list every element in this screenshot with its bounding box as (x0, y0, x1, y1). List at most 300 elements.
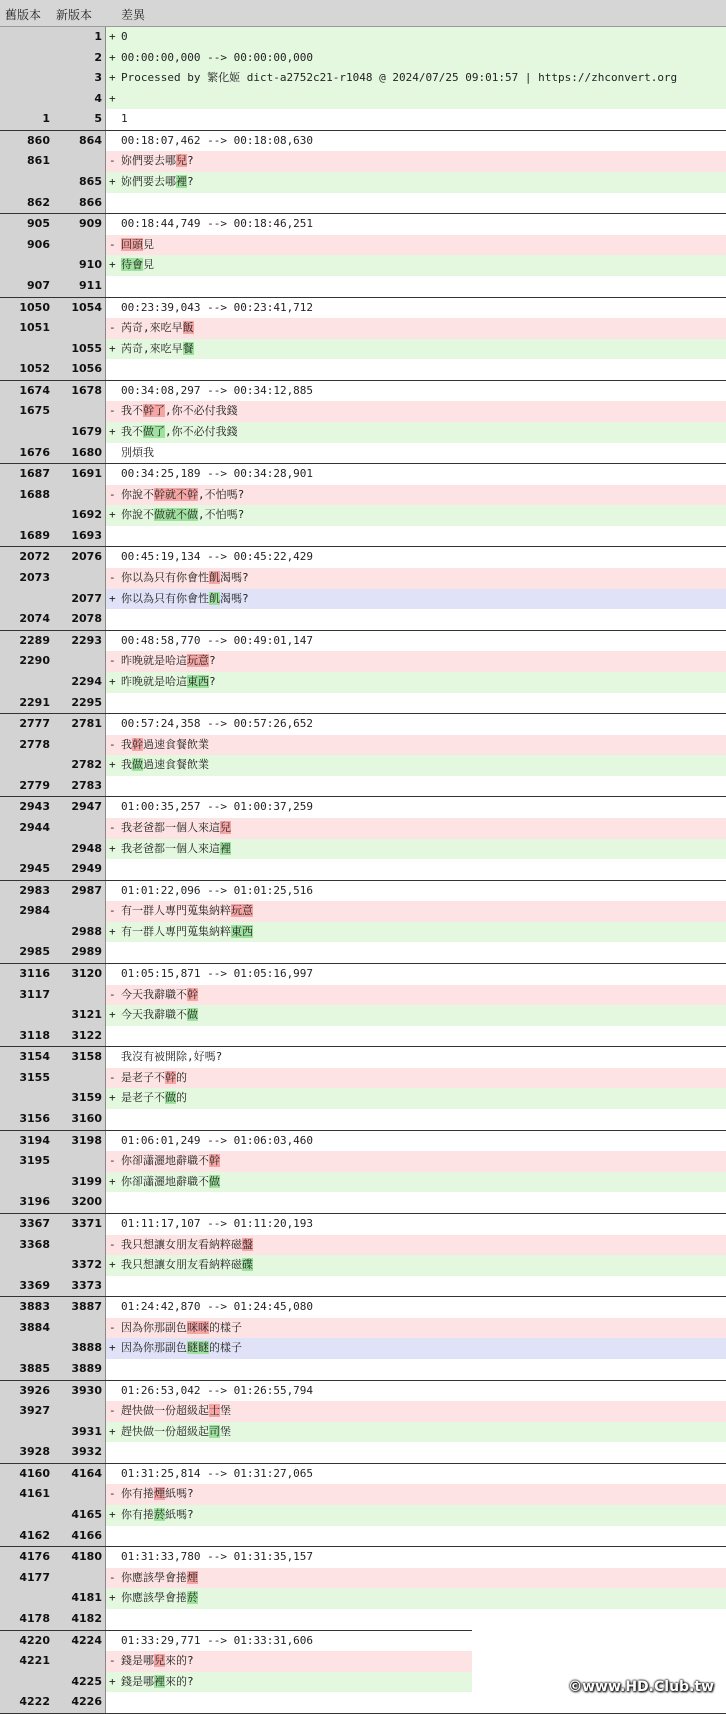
diff-marker: + (109, 71, 116, 85)
new-line-number (53, 1068, 106, 1089)
diff-marker: + (109, 258, 116, 272)
new-line-number: 1055 (53, 339, 106, 360)
line-content (106, 318, 726, 339)
new-line-number: 909 (53, 214, 106, 235)
diff-marker: + (109, 91, 116, 105)
line-content (106, 818, 726, 839)
new-line-number: 2947 (53, 797, 106, 818)
new-line-number: 1 (53, 27, 106, 48)
added-line (0, 1005, 726, 1026)
context-line (0, 1526, 726, 1547)
deleted-line (0, 568, 726, 589)
line-content (106, 464, 726, 485)
changed-text: 東西 (231, 924, 253, 938)
old-line-number: 3883 (0, 1297, 53, 1318)
line-content (106, 1088, 726, 1109)
old-line-number (0, 1172, 53, 1193)
context-line (0, 443, 726, 464)
old-line-number: 4177 (0, 1568, 53, 1589)
changed-text: 做了 (143, 424, 165, 438)
old-line-number: 3154 (0, 1047, 53, 1068)
context-line (0, 1192, 726, 1213)
new-line-number: 3122 (53, 1026, 106, 1047)
diff-marker: + (109, 1341, 116, 1355)
line-content (106, 1484, 726, 1505)
added-line (0, 48, 726, 69)
line-content (106, 1381, 726, 1402)
added-line (0, 755, 726, 776)
context-line (0, 1547, 726, 1568)
line-text: 0 (121, 30, 128, 43)
line-content (106, 422, 726, 443)
changed-text: 瞇瞇 (187, 1341, 209, 1355)
line-content (106, 359, 726, 380)
deleted-line (0, 485, 726, 506)
diff-marker: + (109, 1508, 116, 1522)
line-content (106, 1151, 726, 1172)
added-line (0, 422, 726, 443)
new-line-number: 1056 (53, 359, 106, 380)
new-line-number: 3931 (53, 1422, 106, 1443)
new-line-number: 2781 (53, 714, 106, 735)
new-version-header: 新版本 (56, 8, 93, 22)
context-line (0, 1297, 726, 1318)
new-line-number: 2294 (53, 672, 106, 693)
changed-text: 幹 (187, 987, 198, 1001)
old-line-number: 3926 (0, 1381, 53, 1402)
context-line (0, 109, 726, 130)
old-line-number (0, 1088, 53, 1109)
old-line-number: 3117 (0, 985, 53, 1006)
new-line-number: 3199 (53, 1172, 106, 1193)
diff-marker: + (109, 30, 116, 43)
added-line (0, 1255, 726, 1276)
line-content (106, 1588, 726, 1609)
line-content (106, 1526, 726, 1547)
deleted-line (0, 151, 726, 172)
deleted-line (0, 1484, 726, 1505)
diff-marker: - (109, 1237, 116, 1251)
line-text: ,不怕嗎? (198, 487, 245, 501)
line-content (106, 339, 726, 360)
line-content (106, 1422, 726, 1443)
line-content (106, 1109, 726, 1130)
line-text: 我不 (121, 404, 143, 418)
line-content (106, 255, 726, 276)
new-line-number: 2987 (53, 881, 106, 902)
changed-text: 幹就不幹 (154, 487, 198, 501)
old-line-number (0, 839, 53, 860)
old-line-number: 3928 (0, 1442, 53, 1463)
context-line (0, 193, 726, 214)
context-line (0, 776, 726, 797)
new-line-number (53, 1151, 106, 1172)
diff-hunk (0, 131, 726, 214)
new-line-number: 4180 (53, 1547, 106, 1568)
new-line-number: 2989 (53, 942, 106, 963)
new-line-number: 4225 (53, 1672, 106, 1693)
line-content (106, 109, 726, 130)
diff-marker: + (109, 924, 116, 938)
old-line-number (0, 27, 53, 48)
line-text: 因為你那副色 (121, 1341, 187, 1355)
old-line-number: 3369 (0, 1276, 53, 1297)
old-line-number (0, 68, 53, 89)
line-text: 你有捲 (121, 1487, 154, 1501)
added-line (0, 1588, 726, 1609)
new-line-number (53, 985, 106, 1006)
line-content (106, 1047, 726, 1068)
new-line-number: 2783 (53, 776, 106, 797)
line-content (106, 797, 726, 818)
old-line-number: 3118 (0, 1026, 53, 1047)
line-text: 錢是哪 (121, 1654, 154, 1668)
line-text: 01:05:15,871 --> 01:05:16,997 (121, 967, 314, 981)
line-text: 是老子不 (121, 1070, 165, 1084)
line-text: 芮奇,來吃早 (121, 341, 183, 355)
old-line-number: 2945 (0, 859, 53, 880)
diff-marker: - (109, 1487, 116, 1501)
line-content (106, 89, 726, 110)
line-text: 的 (176, 1070, 187, 1084)
new-line-number: 2076 (53, 547, 106, 568)
new-line-number: 4182 (53, 1609, 106, 1630)
changed-text: 盤 (242, 1237, 253, 1251)
new-line-number: 3887 (53, 1297, 106, 1318)
new-line-number: 910 (53, 255, 106, 276)
line-text: 01:26:53,042 --> 01:26:55,794 (121, 1383, 314, 1397)
diff-marker: - (109, 987, 116, 1001)
diff-hunk (0, 1547, 726, 1630)
line-content (106, 151, 726, 172)
line-content (106, 755, 726, 776)
old-line-number: 3195 (0, 1151, 53, 1172)
context-line (0, 214, 726, 235)
old-line-number (0, 172, 53, 193)
old-line-number (0, 1255, 53, 1276)
new-line-number: 2949 (53, 859, 106, 880)
old-line-number: 1688 (0, 485, 53, 506)
new-line-number: 2782 (53, 755, 106, 776)
changed-text: 回頭 (121, 237, 143, 251)
line-content (106, 776, 726, 797)
new-line-number: 2293 (53, 631, 106, 652)
old-line-number: 4161 (0, 1484, 53, 1505)
context-line (0, 547, 726, 568)
new-line-number: 3158 (53, 1047, 106, 1068)
deleted-line (0, 1235, 726, 1256)
new-line-number: 2948 (53, 839, 106, 860)
line-content (106, 1131, 726, 1152)
diff-marker: + (109, 841, 116, 855)
old-line-number: 2073 (0, 568, 53, 589)
old-line-number: 4178 (0, 1609, 53, 1630)
new-line-number: 1680 (53, 443, 106, 464)
old-line-number: 2779 (0, 776, 53, 797)
new-line-number: 4164 (53, 1464, 106, 1485)
line-text: ? (187, 175, 194, 189)
line-text: 我只想讓女朋友看納粹磁 (121, 1258, 242, 1272)
diff-marker: + (109, 341, 116, 355)
line-content (106, 1547, 726, 1568)
added-line (0, 255, 726, 276)
diff-hunk (0, 714, 726, 797)
old-line-number: 2944 (0, 818, 53, 839)
line-text: 是老子不 (121, 1091, 165, 1105)
changed-text: 煙 (154, 1487, 165, 1501)
column-header (0, 0, 726, 27)
diff-hunk (0, 547, 726, 630)
old-line-number: 2290 (0, 651, 53, 672)
line-content (106, 485, 726, 506)
old-line-number (0, 422, 53, 443)
changed-text: 做 (165, 1091, 176, 1105)
old-line-number (0, 922, 53, 943)
new-line-number: 911 (53, 276, 106, 297)
changed-text: 幹了 (143, 404, 165, 418)
line-content (106, 298, 726, 319)
old-line-number (0, 755, 53, 776)
diff-marker: + (109, 1008, 116, 1022)
added-line (0, 1088, 726, 1109)
old-line-number (0, 255, 53, 276)
added-line (0, 1422, 726, 1443)
added-line (0, 1505, 726, 1526)
changed-text: 士 (209, 1404, 220, 1418)
added-line (0, 672, 726, 693)
new-line-number (53, 151, 106, 172)
diff-marker: + (109, 591, 116, 605)
new-line-number: 3159 (53, 1088, 106, 1109)
new-line-number (53, 901, 106, 922)
line-content (106, 1318, 726, 1339)
new-line-number (53, 651, 106, 672)
changed-text: 飢 (209, 571, 220, 585)
new-line-number: 3160 (53, 1109, 106, 1130)
line-text: 堡 (220, 1424, 231, 1438)
line-content (106, 443, 726, 464)
old-line-number: 2291 (0, 693, 53, 714)
new-line-number (53, 1235, 106, 1256)
old-line-number: 905 (0, 214, 53, 235)
context-line (0, 631, 726, 652)
new-line-number: 1691 (53, 464, 106, 485)
diff-hunk (0, 797, 726, 880)
line-text: 00:00:00,000 --> 00:00:00,000 (121, 50, 314, 64)
diff-marker: - (109, 1154, 116, 1168)
old-line-number (0, 1505, 53, 1526)
old-line-number: 862 (0, 193, 53, 214)
old-line-number (0, 505, 53, 526)
line-content (106, 1464, 726, 1485)
changed-text: 幹 (132, 737, 143, 751)
line-text: 01:31:33,780 --> 01:31:35,157 (121, 1550, 314, 1564)
deleted-line (0, 1568, 726, 1589)
context-line (0, 464, 726, 485)
line-content (106, 193, 726, 214)
changed-text: 菸 (187, 1591, 198, 1605)
diff-marker: - (109, 904, 116, 918)
line-content (106, 401, 726, 422)
changed-text: 做就不做 (154, 508, 198, 522)
deleted-line (0, 1151, 726, 1172)
new-line-number: 3932 (53, 1442, 106, 1463)
old-line-number: 2289 (0, 631, 53, 652)
line-text: 今天我辭職不 (121, 987, 187, 1001)
new-line-number (53, 1568, 106, 1589)
new-line-number: 3930 (53, 1381, 106, 1402)
line-text: 妳們要去哪 (121, 175, 176, 189)
line-text: 來的? (165, 1674, 194, 1688)
deleted-line (0, 735, 726, 756)
line-content (106, 651, 726, 672)
new-line-number: 3198 (53, 1131, 106, 1152)
diff-marker: - (109, 321, 116, 335)
line-content (106, 505, 726, 526)
line-content (106, 1214, 726, 1235)
new-line-number: 1693 (53, 526, 106, 547)
old-line-number: 4222 (0, 1692, 53, 1713)
added-line (0, 68, 726, 89)
line-content (106, 526, 726, 547)
new-line-number: 3371 (53, 1214, 106, 1235)
new-line-number: 2 (53, 48, 106, 69)
line-text: 過速食餐飲業 (143, 758, 209, 772)
new-line-number: 864 (53, 131, 106, 152)
line-text: 00:18:44,749 --> 00:18:46,251 (121, 217, 314, 231)
diff-marker: + (109, 50, 116, 64)
line-content (106, 68, 726, 89)
old-line-number: 3194 (0, 1131, 53, 1152)
old-line-number: 861 (0, 151, 53, 172)
diff-hunk (0, 381, 726, 464)
diff-hunk (0, 464, 726, 547)
old-line-number: 860 (0, 131, 53, 152)
diff-marker: + (109, 674, 116, 688)
line-text: 00:34:25,189 --> 00:34:28,901 (121, 467, 314, 481)
line-text: ,你不必付我錢 (165, 404, 238, 418)
line-text: 我只想讓女朋友看納粹磁 (121, 1237, 242, 1251)
new-line-number: 1054 (53, 298, 106, 319)
line-text: 你卻瀟灑地辭職不 (121, 1154, 209, 1168)
line-text: 昨晚就是哈這 (121, 654, 187, 668)
line-text: 渴嗎? (220, 571, 249, 585)
old-line-number: 1 (0, 109, 53, 130)
line-content (106, 1568, 726, 1589)
context-line (0, 693, 726, 714)
line-text: Processed by 繁化姬 dict-a2752c21-r1048 @ 2024/07/25 09:01:57 | https://zhconvert.org (121, 71, 678, 85)
context-line (0, 1214, 726, 1235)
old-line-number: 1675 (0, 401, 53, 422)
line-content (106, 839, 726, 860)
deleted-line (0, 651, 726, 672)
new-line-number: 1692 (53, 505, 106, 526)
old-line-number: 1676 (0, 443, 53, 464)
line-text: ,不怕嗎? (198, 508, 245, 522)
context-line (0, 1442, 726, 1463)
context-line (0, 609, 726, 630)
line-text: 我 (121, 737, 132, 751)
old-line-number: 1050 (0, 298, 53, 319)
old-line-number: 4221 (0, 1651, 53, 1672)
changed-text: 飯 (182, 321, 194, 335)
line-text: 紙嗎? (165, 1487, 194, 1501)
line-text: 的樣子 (209, 1341, 242, 1355)
line-text: 01:11:17,107 --> 01:11:20,193 (121, 1216, 314, 1230)
old-line-number (0, 589, 53, 610)
new-line-number (53, 1318, 106, 1339)
diff-marker: - (109, 1070, 116, 1084)
old-line-number (0, 672, 53, 693)
diff-hunk (0, 881, 726, 964)
old-line-number: 2074 (0, 609, 53, 630)
line-text: 趕快做一份超級起 (121, 1424, 209, 1438)
line-text: ? (209, 674, 216, 688)
changed-text: 玩意 (187, 654, 209, 668)
line-text: 來的? (165, 1654, 194, 1668)
line-text: 你以為只有你會性 (121, 591, 209, 605)
new-line-number (53, 818, 106, 839)
line-text: 你卻瀟灑地辭職不 (121, 1174, 209, 1188)
deleted-line (0, 1318, 726, 1339)
line-content (106, 942, 726, 963)
deleted-line (0, 235, 726, 256)
watermark-logo: ©www.HD.Club.tw (568, 1679, 714, 1695)
line-text: 見 (143, 258, 154, 272)
diff-marker: - (109, 154, 116, 168)
line-content (106, 1192, 726, 1213)
line-content (106, 672, 726, 693)
new-line-number (53, 401, 106, 422)
line-content (106, 964, 726, 985)
context-line (0, 1109, 726, 1130)
old-line-number: 3927 (0, 1401, 53, 1422)
changed-text: 裡 (220, 841, 231, 855)
old-line-number: 2943 (0, 797, 53, 818)
line-text: 因為你那副色 (121, 1320, 187, 1334)
new-line-number: 2295 (53, 693, 106, 714)
added-line (0, 839, 726, 860)
deleted-line (0, 318, 726, 339)
context-line (0, 859, 726, 880)
line-content (106, 631, 726, 652)
changed-text: 煙 (187, 1570, 198, 1584)
new-line-number: 865 (53, 172, 106, 193)
context-line (0, 714, 726, 735)
line-content (106, 922, 726, 943)
added-line (0, 89, 726, 110)
line-content (106, 1255, 726, 1276)
line-text: 昨晚就是哈這 (121, 674, 187, 688)
line-content (106, 48, 726, 69)
line-content (106, 901, 726, 922)
diff-marker: - (109, 487, 116, 501)
new-line-number (53, 485, 106, 506)
line-text: 趕快做一份超級起 (121, 1404, 209, 1418)
context-line (0, 1131, 726, 1152)
line-text: 你以為只有你會性 (121, 571, 209, 585)
context-line (0, 1359, 726, 1380)
diff-marker: - (109, 1320, 116, 1334)
diff-hunk (0, 1381, 726, 1464)
line-text: 過速食餐飲業 (143, 737, 209, 751)
old-line-number: 3116 (0, 964, 53, 985)
context-line (0, 276, 726, 297)
context-line (0, 1276, 726, 1297)
line-content (106, 1338, 726, 1359)
old-line-number: 1674 (0, 381, 53, 402)
line-content (106, 1026, 726, 1047)
